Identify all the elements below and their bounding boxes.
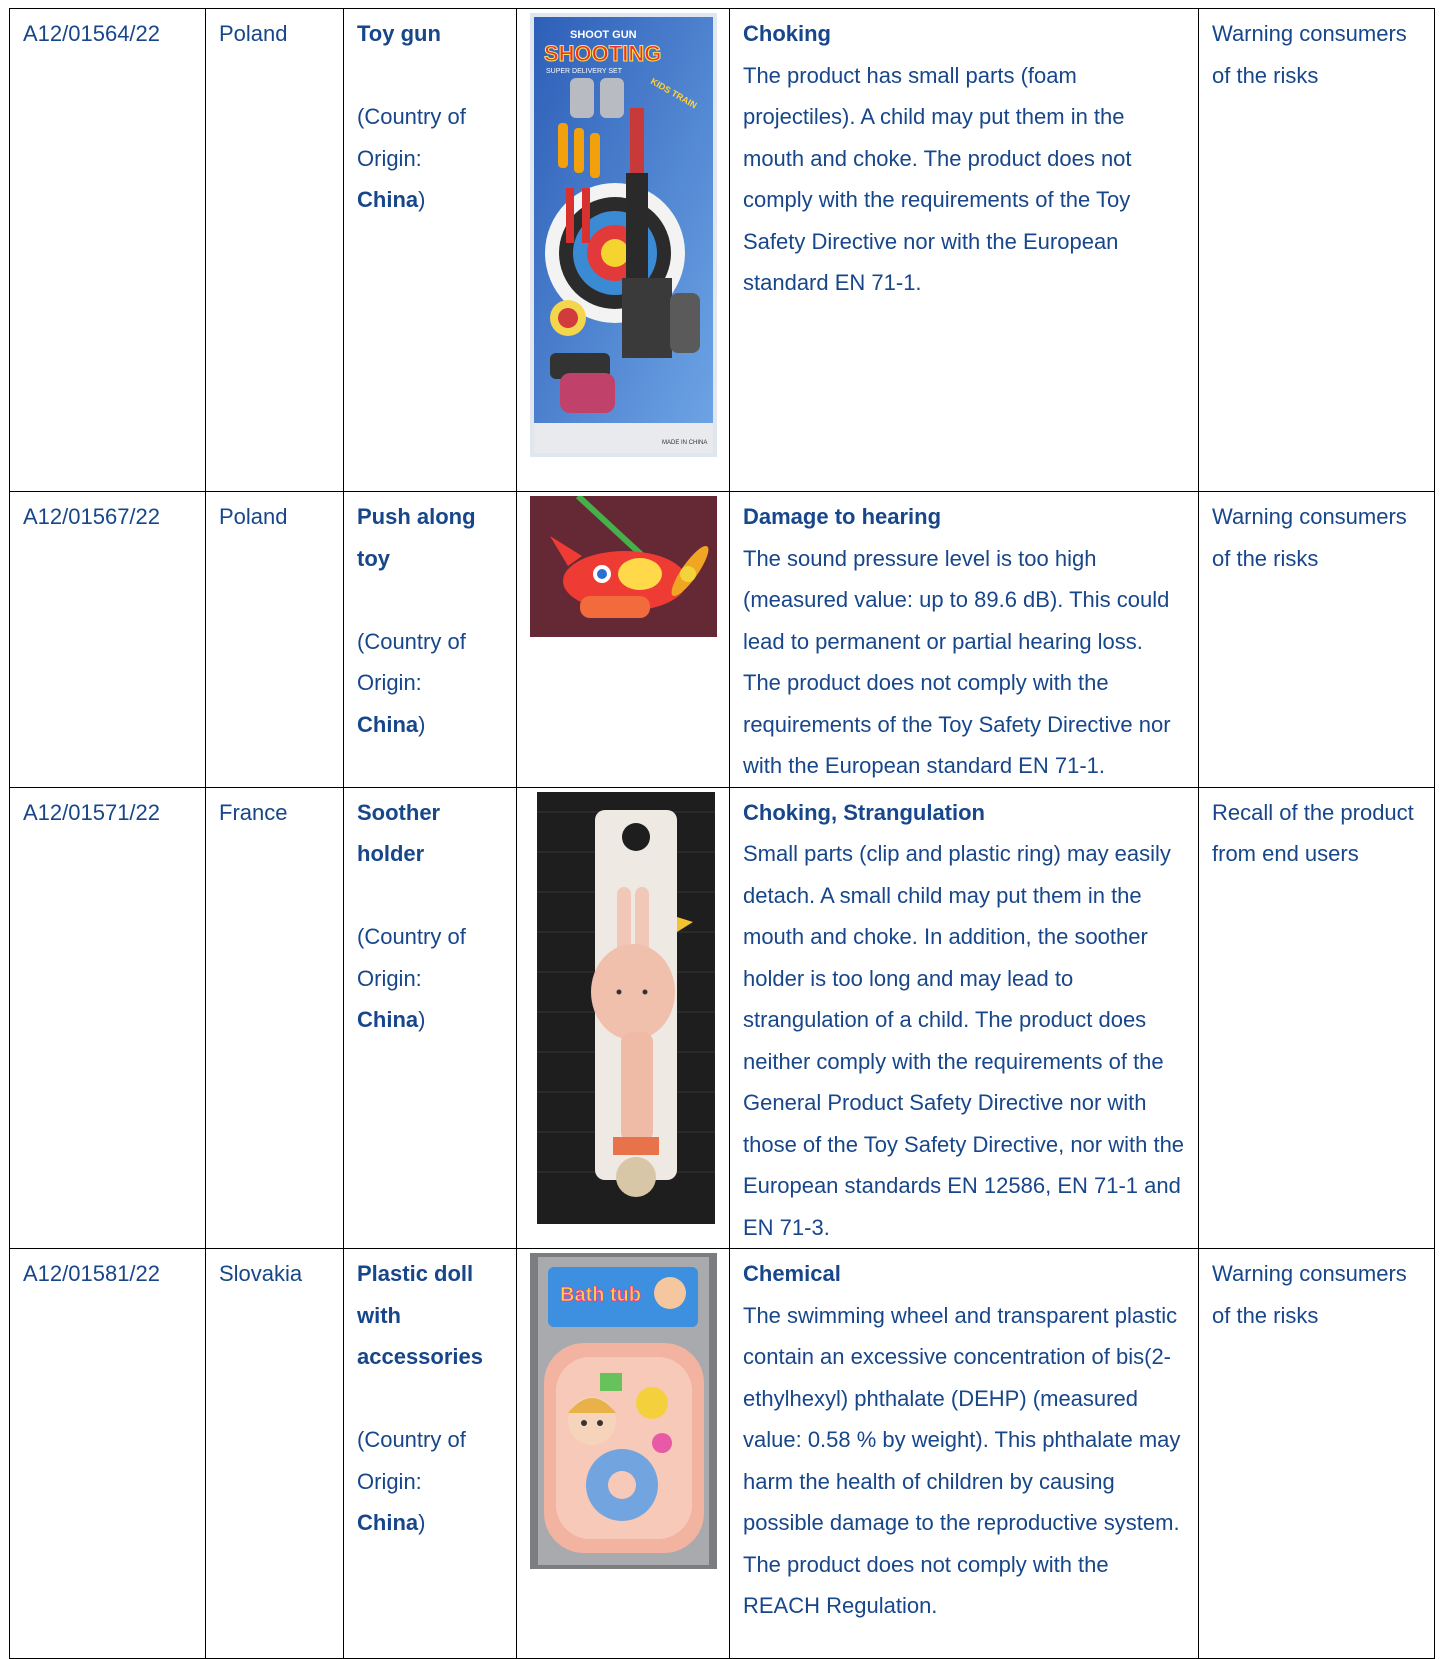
product-name: Push along toy — [357, 504, 476, 571]
reference-cell: A12/01581/22 — [10, 1249, 206, 1659]
toy-gun-photo — [530, 13, 717, 457]
origin-label-2: Origin: — [357, 965, 422, 991]
table-row — [10, 492, 1435, 788]
origin-label-2: Origin: — [357, 1468, 422, 1494]
product-name: Toy gun — [357, 21, 441, 46]
product-name: Soother holder — [357, 799, 441, 866]
package-top-text: SHOOT GUN — [570, 29, 637, 41]
risk-cell — [730, 787, 1199, 1249]
country-cell: Poland — [206, 492, 344, 788]
reference-cell: A12/01564/22 — [10, 9, 206, 492]
measures-cell: Warning consumers of the risks — [1199, 1249, 1435, 1659]
risk-description: The swimming wheel and transparent plastic contain an excessive concentration of bis(2-ethylhexyl) phthalate (DEHP) (measured value: 0.58 % by weight). This phthalate may harm the health of children by causing possible damage to the reproductive system. The product does not comply with the REACH Regulation. — [743, 1302, 1181, 1618]
package-main-text: SHOOTING — [544, 41, 662, 66]
origin-label-2: Origin: — [357, 670, 422, 695]
soother-holder-photo — [537, 792, 715, 1224]
risk-description: Small parts (clip and plastic ring) may easily detach. A small child may put them in the mouth and choke. In addition, the soother holder is too long and may lead to strangulation of a child. The product does neither comply with the requirements of the General Product Safety Directive nor with those of the Toy Safety Directive, nor with the European standards EN 12586, EN 71-1 and EN 71-3. — [743, 841, 1185, 1240]
origin-country: China — [357, 1007, 419, 1032]
package-sub-text: SUPER DELIVERY SET — [546, 68, 622, 75]
reference-cell: A12/01567/22 — [10, 492, 206, 788]
risk-cell — [730, 1249, 1199, 1659]
risk-title: Chemical — [743, 1261, 841, 1286]
package-bottom-text: MADE IN CHINA — [662, 440, 708, 446]
measures-cell: Warning consumers of the risks — [1199, 492, 1435, 788]
measures-cell: Recall of the product from end users — [1199, 787, 1435, 1249]
origin-label: (Country of — [357, 924, 466, 949]
measures-cell: Warning consumers of the risks — [1199, 9, 1435, 492]
risk-cell — [730, 9, 1199, 492]
reference-cell: A12/01571/22 — [10, 787, 206, 1249]
image-cell — [517, 787, 730, 1249]
table-row — [10, 787, 1435, 1249]
risk-title: Choking — [743, 21, 831, 46]
country-cell: Poland — [206, 9, 344, 492]
origin-country: China — [357, 711, 419, 737]
risk-description: The product has small parts (foam projectiles). A child may put them in the mouth and choke. The product does not comply with the requirements of the Toy Safety Directive nor with the European standard EN 71-1. — [743, 62, 1132, 295]
plastic-doll-photo — [530, 1253, 717, 1569]
product-cell: Toy gun (Country of Origin: China) — [344, 9, 517, 492]
product-name: Plastic doll with accessories — [357, 1261, 483, 1369]
product-cell: Soother holder (Country of Origin: China) — [344, 787, 517, 1249]
origin-country: China — [357, 187, 419, 212]
risk-title: Choking, Strangulation — [743, 799, 985, 825]
risk-title: Damage to hearing — [743, 504, 942, 529]
product-cell: Push along toy (Country of Origin: China) — [344, 492, 517, 788]
image-cell — [517, 1249, 730, 1659]
alerts-table — [9, 8, 1435, 1659]
country-cell: Slovakia — [206, 1249, 344, 1659]
product-cell: Plastic doll with accessories (Country of Origin: China) — [344, 1249, 517, 1659]
package-side-text: KIDS TRAIN — [649, 76, 699, 111]
origin-country: China — [357, 1510, 419, 1535]
table-row — [10, 1249, 1435, 1659]
origin-label: (Country of — [357, 104, 466, 129]
image-cell — [517, 9, 730, 492]
document — [9, 8, 1434, 1659]
package-label: Bath tub — [560, 1284, 642, 1306]
risk-cell — [730, 492, 1199, 788]
table-row — [10, 9, 1435, 492]
risk-description: The sound pressure level is too high (measured value: up to 89.6 dB). This could lead to permanent or partial hearing loss. The product does not comply with the requirements of the Toy Safety Directive nor with the European standard EN 71-1. — [743, 545, 1171, 778]
origin-label: (Country of — [357, 628, 466, 654]
push-along-toy-photo — [530, 496, 717, 637]
origin-label: (Country of — [357, 1427, 466, 1452]
origin-label-2: Origin: — [357, 145, 422, 171]
country-cell: France — [206, 787, 344, 1249]
image-cell — [517, 492, 730, 788]
